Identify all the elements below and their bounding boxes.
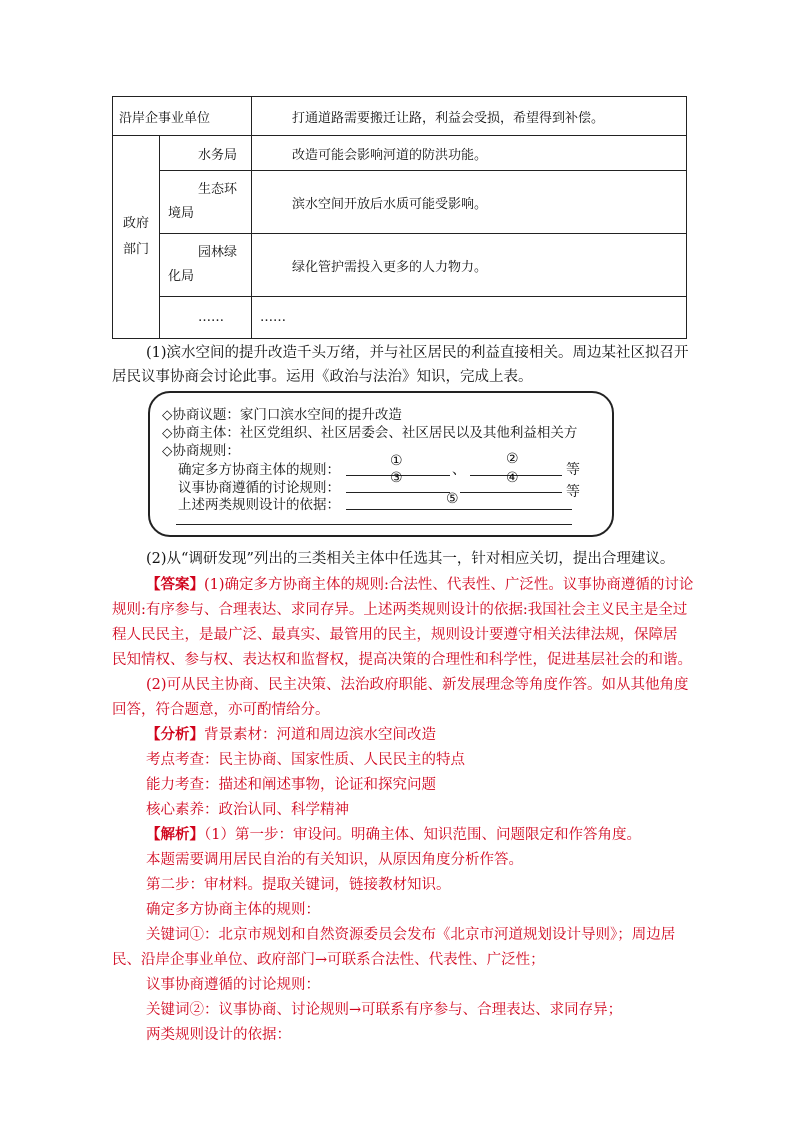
answer-line2: 规则:有序参与、合理表达、求同存异。上述两类规则设计的依据:我国社会主义民主是全过 [112,602,688,618]
dept-line2: 化局 [168,269,195,284]
box-rules-heading: ◇协商规则： [162,443,240,459]
box-rule-basis: 上述两类规则设计的依据： [178,497,340,513]
analysis-exam: 考点考查：民主协商、国家性质、人民民主的特点 [146,752,465,768]
table-cell-content: 滨水空间开放后水质可能受影响。 [252,171,687,234]
deng-2: 等 [566,484,580,500]
table-cell-dept [160,171,252,234]
blank-5-extra [176,524,572,525]
table-cell-content: 绿化管护需投入更多的人力物力。 [252,234,687,297]
dept-line1: 生态环 [198,182,238,197]
separator: 、 [452,462,466,478]
box-topic: ◇协商议题：家门口滨水空间的提升改造 [162,407,402,423]
table-cell-subject: 沿岸企事业单位 [113,97,252,136]
analysis-core: 核心素养：政治认同、科学精神 [146,802,349,818]
answer-tag: 【答案】 [146,576,204,593]
consultation-box [148,391,614,537]
question1-line1: (1)滨水空间的提升改造千头万绪，并与社区居民的利益直接相关。周边某社区拟召开 [146,345,689,361]
survey-table [112,96,687,339]
dept-line2: 境局 [168,206,195,221]
answer-line5: (2)可从民主协商、民主决策、法治政府职能、新发展理念等角度作答。如从其他角度 [146,677,689,693]
box-rule-discussion: 议事协商遵循的讨论规则： [178,480,340,496]
table-row [113,297,687,339]
blank-1-number: ① [390,453,403,469]
table-cell-dept [160,234,252,297]
blank-2-number: ② [506,451,519,467]
analysis-tag: 【分析】 [146,726,204,743]
analysis-line1 [146,725,436,745]
table-cell-dept: …… [160,297,252,339]
answer-text: (1)确定多方协商主体的规则:合法性、代表性、广泛性。议事协商遵循的讨论 [204,577,694,593]
explain-line2: 本题需要调用居民自治的有关知识，从原因角度分析作答。 [146,852,523,868]
explain-line4: 确定多方协商主体的规则： [146,902,320,918]
table-row [113,234,687,297]
answer-line3: 程人民民主，是最广泛、最真实、最管用的民主，规则设计要遵守相关法律法规，保障居 [112,627,678,643]
question2: (2)从“调研发现”列出的三类相关主体中任选其一，针对相应关切，提出合理建议。 [146,551,675,567]
table-cell-gov-label [113,136,160,339]
question1-line2: 居民议事协商会讨论此事。运用《政治与法治》知识，完成上表。 [112,369,533,385]
table-row [113,136,687,171]
analysis-ability: 能力考查：描述和阐述事物，论证和探究问题 [146,777,436,793]
explain-line3: 第二步：审材料。提取关键词，链接教材知识。 [146,877,451,893]
answer-line6: 回答，符合题意，亦可酌情给分。 [112,702,330,718]
table-row [113,171,687,234]
deng-1: 等 [566,462,580,478]
blank-3-number: ③ [390,470,403,486]
table-cell-content: 打通道路需要搬迁让路，利益会受损，希望得到补偿。 [252,97,687,136]
explain-tag: 【解析】 [146,826,204,843]
explain-line9: 两类规则设计的依据： [146,1027,291,1043]
explain-line5: 关键词①：北京市规划和自然资源委员会发布《北京市河道规划设计导则》；周边居 [146,927,676,943]
explain-line8: 关键词②：议事协商、讨论规则→可联系有序参与、合理表达、求同存异； [146,1002,623,1018]
explain-line1 [146,825,641,845]
answer-line1 [146,575,693,595]
blank-4-number: ④ [506,470,519,486]
blank-4 [460,492,562,493]
answer-line4: 民知情权、参与权、表达权和监督权，提高决策的合理性和科学性，促进基层社会的和谐。 [112,652,692,668]
table-cell-content: …… [252,297,687,339]
explain-line7: 议事协商遵循的讨论规则： [146,977,320,993]
analysis-bg: 背景素材：河道和周边滨水空间改造 [204,727,436,743]
box-subjects: ◇协商主体：社区党组织、社区居委会、社区居民以及其他利益相关方 [162,425,578,441]
box-rule-subjects: 确定多方协商主体的规则： [178,462,340,478]
dept-line1: 园林绿 [198,245,238,260]
table-cell-dept: 水务局 [160,136,252,171]
explain-text: （1）第一步：审设问。明确主体、知识范围、问题限定和作答角度。 [204,827,641,843]
blank-5-number: ⑤ [446,491,459,507]
table-row [113,97,687,136]
table-cell-content: 改造可能会影响河道的防洪功能。 [252,136,687,171]
gov-label-line2: 部门 [122,242,149,257]
explain-line6: 民、沿岸企事业单位、政府部门→可联系合法性、代表性、广泛性； [112,952,545,968]
blank-3 [346,492,450,493]
blank-5 [346,509,572,510]
gov-label-line1: 政府 [122,216,149,231]
